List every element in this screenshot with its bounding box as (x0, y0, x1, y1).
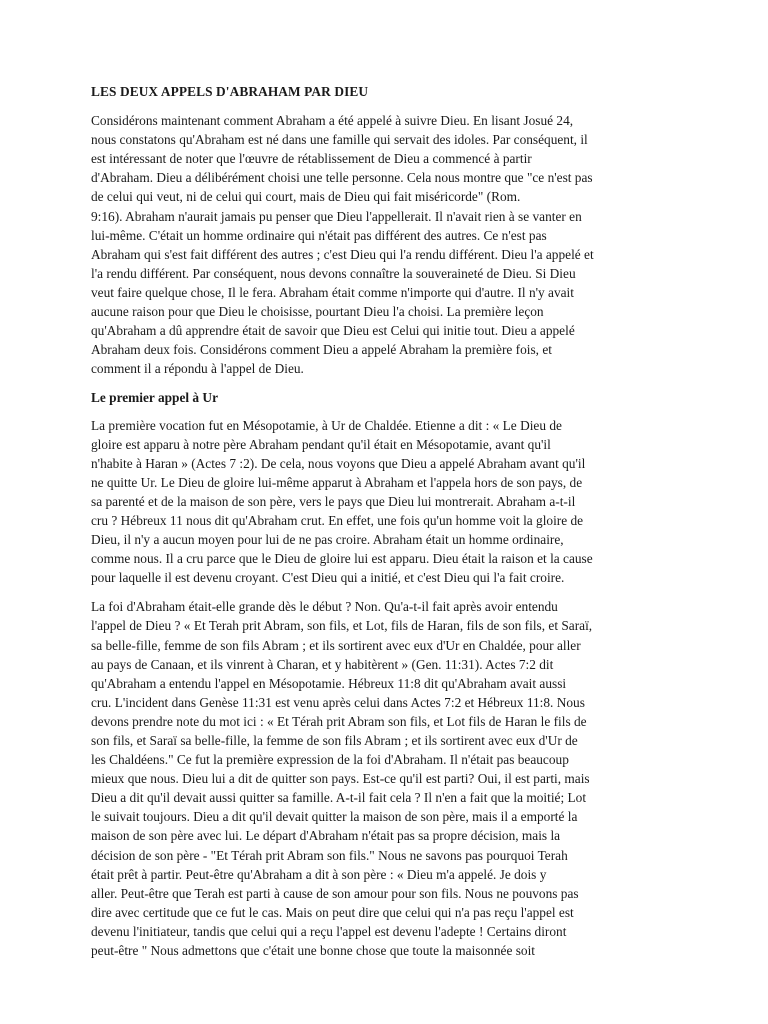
text-line: La première vocation fut en Mésopotamie, à Ur de Chaldée. Etienne a dit : « Le Dieu de (91, 417, 562, 433)
text-line: cru. L'incident dans Genèse 11:31 est venu après celui dans Actes 7:2 et Hébreux 11:8. Nous (91, 694, 585, 710)
section-heading: Le premier appel à Ur (91, 390, 218, 406)
text-line: mieux que nous. Dieu lui a dit de quitter son pays. Est-ce qu'il est parti? Oui, il est parti, mais (91, 771, 590, 787)
text-line: nous constatons qu'Abraham est né dans une famille qui servait des idoles. Par conséquent, il (91, 132, 588, 148)
text-line: de celui qui veut, ni de celui qui court, mais de Dieu qui fait miséricorde" (Rom. (91, 189, 521, 205)
text-line: Abraham qui s'est fait différent des autres ; c'est Dieu qui l'a rendu différent. Dieu l'a appelé et (91, 246, 594, 262)
text-line: le suivait toujours. Dieu a dit qu'il devait quitter la maison de son père, mais il a emporté la (91, 809, 578, 825)
text-line: Dieu a dit qu'il devait aussi quitter sa famille. A-t-il fait cela ? Il n'en a fait que la moitié; Lot (91, 790, 587, 806)
text-line: sa parenté et de la maison de son père, vers le pays que Dieu lui montrerait. Abraham a-t-il (91, 493, 576, 509)
text-line: devenu l'initiateur, tandis que celui qui a reçu l'appel est devenu l'adepte ! Certains diront (91, 923, 567, 939)
text-line: était prêt à partir. Peut-être qu'Abraham a dit à son père : « Dieu m'a appelé. Je dois y (91, 866, 547, 882)
document-page (91, 82, 685, 970)
text-line: l'a rendu différent. Par conséquent, nous devons connaître la souveraineté de Dieu. Si Dieu (91, 265, 576, 281)
text-line: l'appel de Dieu ? « Et Terah prit Abram, son fils, et Lot, fils de Haran, fils de son fils, et Saraï, (91, 618, 593, 634)
text-line: au pays de Canaan, et ils vinrent à Charan, et y habitèrent » (Gen. 11:31). Actes 7:2 dit (91, 656, 554, 672)
section-paragraph-2 (91, 597, 685, 960)
text-line: ne quitte Ur. Le Dieu de gloire lui-même apparut à Abraham et l'appela hors de son pays, de (91, 474, 583, 490)
section-paragraph-1 (91, 416, 685, 588)
text-line: les Chaldéens." Ce fut la première expression de la foi d'Abraham. Il n'était pas beaucoup (91, 752, 569, 768)
text-line: gloire est apparu à notre père Abraham pendant qu'il était en Mésopotamie, avant qu'il (91, 436, 551, 452)
text-line: aucune raison pour que Dieu le choisisse, pourtant Dieu l'a choisi. La première leçon (91, 304, 544, 320)
text-line: Abraham deux fois. Considérons comment Dieu a appelé Abraham la première fois, et (91, 342, 552, 358)
intro-paragraph (91, 111, 685, 378)
document-title: LES DEUX APPELS D'ABRAHAM PAR DIEU (91, 84, 369, 99)
text-line: maison de son père avec lui. Le départ d'Abraham n'était pas sa propre décision, mais la (91, 828, 561, 844)
text-line: est intéressant de noter que l'œuvre de rétablissement de Dieu a commencé à partir (91, 151, 532, 167)
text-line: cru ? Hébreux 11 nous dit qu'Abraham crut. En effet, une fois qu'un homme voit la gloire de (91, 512, 584, 528)
text-line: sa belle-fille, femme de son fils Abram ; et ils sortirent avec eux d'Ur en Chaldée, pour aller (91, 637, 581, 653)
text-line: qu'Abraham a entendu l'appel en Mésopotamie. Hébreux 11:8 dit qu'Abraham avait aussi (91, 675, 567, 691)
text-line: veut faire quelque chose, Il le fera. Abraham était comme n'importe qui d'autre. Il n'y avait (91, 284, 574, 300)
text-line: décision de son père - "Et Térah prit Abram son fils." Nous ne savons pas pourquoi Terah (91, 847, 568, 863)
text-line: qu'Abraham a dû apprendre était de savoir que Dieu est Celui qui initie tout. Dieu a appelé (91, 323, 575, 339)
text-line: d'Abraham. Dieu a délibérément choisi une telle personne. Cela nous montre que "ce n'est pas (91, 170, 593, 186)
text-line: comment il a répondu à l'appel de Dieu. (91, 361, 304, 377)
text-line: aller. Peut-être que Terah est parti à cause de son amour pour son fils. Nous ne pouvons pas (91, 885, 579, 901)
text-line: lui-même. C'était un homme ordinaire qui n'était pas différent des autres. Ce n'est pas (91, 227, 547, 243)
text-line: 9:16). Abraham n'aurait jamais pu penser que Dieu l'appellerait. Il n'avait rien à se vanter en (91, 208, 582, 224)
text-line: Dieu, il n'y a aucun moyen pour lui de ne pas croire. Abraham était un homme ordinaire, (91, 532, 564, 548)
text-line: Considérons maintenant comment Abraham a été appelé à suivre Dieu. En lisant Josué 24, (91, 113, 574, 129)
text-line: son fils, et Saraï sa belle-fille, la femme de son fils Abram ; et ils sortirent avec eux d'Ur de (91, 733, 578, 748)
text-line: pour laquelle il est devenu croyant. C'est Dieu qui a initié, et c'est Dieu qui l'a fait croire. (91, 570, 565, 586)
text-line: n'habite à Haran » (Actes 7 :2). De cela, nous voyons que Dieu a appelé Abraham avant qu'il (91, 455, 586, 471)
text-line: La foi d'Abraham était-elle grande dès le début ? Non. Qu'a-t-il fait après avoir entendu (91, 599, 558, 615)
text-line: dire avec certitude que ce fut le cas. Mais on peut dire que celui qui n'a pas reçu l'appel est (91, 904, 574, 920)
text-line: devons prendre note du mot ici : « Et Térah prit Abram son fils, et Lot fils de Haran le fils de (91, 713, 587, 729)
text-line: comme nous. Il a cru parce que le Dieu de gloire lui est apparu. Dieu était la raison et la cause (91, 551, 593, 567)
text-line: peut-être " Nous admettons que c'était une bonne chose que toute la maisonnée soit (91, 943, 535, 959)
